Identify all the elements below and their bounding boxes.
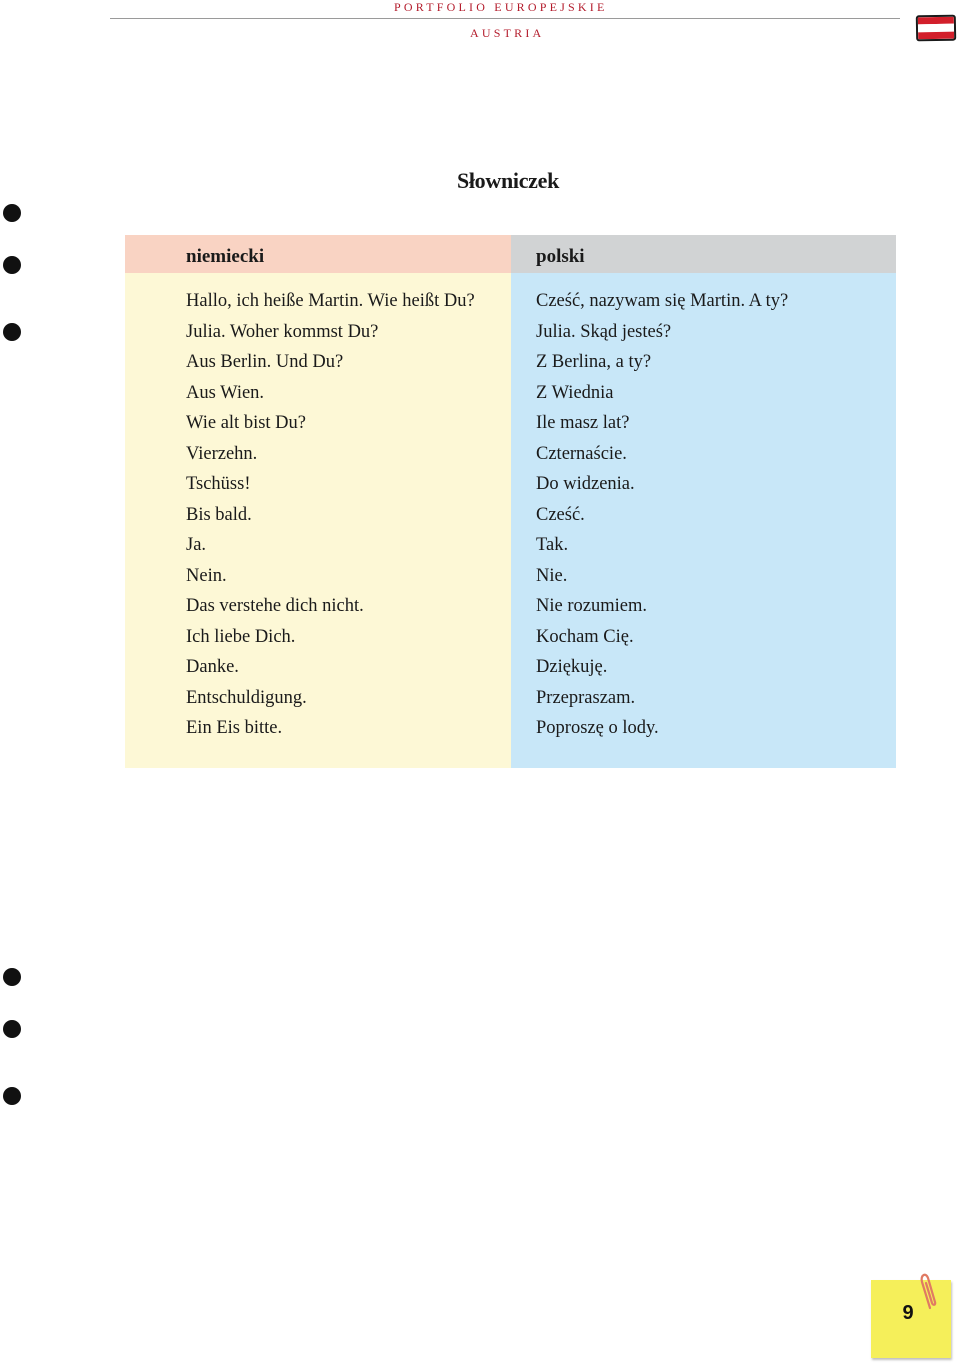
- german-phrase: Julia. Woher kommst Du?: [186, 321, 379, 342]
- polish-phrase: Kocham Cię.: [536, 626, 634, 647]
- german-phrase: Ich liebe Dich.: [186, 626, 296, 647]
- series-title: PORTFOLIO EUROPEJSKIE: [394, 0, 608, 14]
- polish-phrase: Ile masz lat?: [536, 413, 630, 433]
- polish-phrase: Przepraszam.: [536, 687, 636, 708]
- polish-phrase: Do widzenia.: [536, 474, 635, 494]
- page-title: Słowniczek: [456, 168, 560, 193]
- polish-phrase: Dziękuję.: [536, 657, 608, 677]
- country-label: AUSTRIA: [470, 26, 545, 40]
- german-phrase: Tschüss!: [186, 474, 251, 494]
- german-phrase: Das verstehe dich nicht.: [186, 596, 364, 616]
- german-phrase: Aus Berlin. Und Du?: [186, 352, 344, 372]
- binder-hole: [3, 323, 21, 341]
- german-phrase: Nein.: [186, 565, 227, 586]
- binder-hole: [3, 968, 21, 986]
- german-phrase: Ja.: [186, 535, 207, 555]
- german-phrase: Danke.: [186, 657, 239, 677]
- polish-column: [511, 235, 896, 768]
- polish-phrase: Nie rozumiem.: [536, 596, 647, 616]
- binder-hole: [3, 1020, 21, 1038]
- german-phrase: Entschuldigung.: [186, 687, 307, 708]
- german-phrase: Aus Wien.: [186, 382, 265, 403]
- paperclip-icon: [916, 1270, 940, 1310]
- polish-phrase: Nie.: [536, 565, 568, 586]
- binder-hole: [3, 256, 21, 274]
- polish-phrase: Cześć.: [536, 504, 585, 525]
- german-phrase: Vierzehn.: [186, 443, 258, 464]
- polish-phrase: Czternaście.: [536, 443, 627, 464]
- german-phrase: Ein Eis bitte.: [186, 718, 283, 738]
- binder-hole: [3, 1087, 21, 1105]
- austria-flag-icon: [916, 15, 956, 42]
- german-phrase: Wie alt bist Du?: [186, 413, 306, 433]
- page-number: 9: [902, 1302, 914, 1324]
- header-rule: [110, 18, 900, 19]
- polish-phrase: Poproszę o lody.: [536, 718, 659, 738]
- german-phrase-list: [125, 273, 511, 744]
- polish-phrase-list: [511, 273, 896, 744]
- polish-phrase: Z Wiednia: [536, 382, 614, 403]
- polish-phrase: Julia. Skąd jesteś?: [536, 321, 672, 342]
- polish-phrase: Tak.: [536, 535, 569, 555]
- binder-hole: [3, 204, 21, 222]
- german-phrase: Hallo, ich heiße Martin. Wie heißt Du?: [186, 291, 475, 311]
- glossary-table: [125, 235, 896, 768]
- polish-column-header: polski: [511, 235, 896, 273]
- polish-phrase: Z Berlina, a ty?: [536, 352, 652, 372]
- german-column-header: niemiecki: [125, 235, 511, 273]
- german-column: [125, 235, 511, 768]
- polish-phrase: Cześć, nazywam się Martin. A ty?: [536, 291, 789, 311]
- german-phrase: Bis bald.: [186, 504, 252, 525]
